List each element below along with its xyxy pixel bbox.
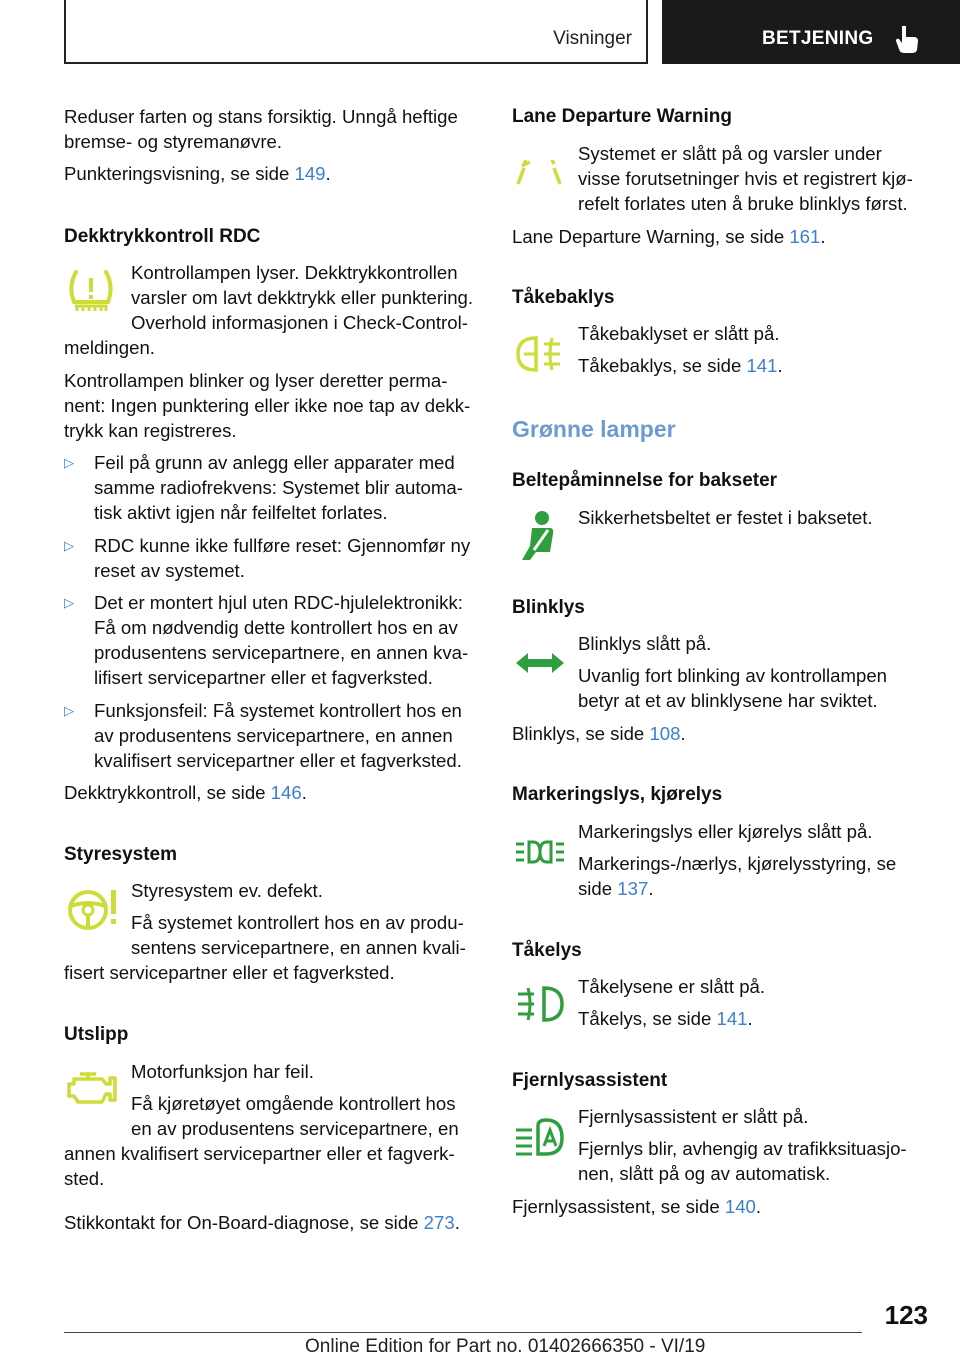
front-fog-reference: Tåkelys, se side 141. — [578, 1008, 753, 1029]
lane-departure-heading: Lane Departure Warning — [512, 106, 732, 127]
turn-signal-text-1: Blinklys slått på. — [578, 633, 712, 654]
rear-fog-reference: Tåkebaklys, se side 141. — [578, 355, 783, 376]
high-beam-assist-text-2: Fjernlys blir, avhengig av trafikksituasjo- — [578, 1138, 907, 1159]
parking-light-text-2: Markerings-/nærlys, kjørelysstyring, se — [578, 853, 897, 874]
emission-text-2: Få kjøretøyet omgående kontrollert hos — [131, 1093, 456, 1114]
obd-reference: Stikkontakt for On-Board-diagnose, se side 273. — [64, 1212, 460, 1233]
puncture-page-link[interactable]: 149 — [294, 163, 326, 184]
rear-fog-text-1: Tåkebaklyset er slått på. — [578, 323, 780, 344]
turn-signal-text-3: betyr at et av blinklysene har sviktet. — [578, 690, 878, 711]
steering-text-1: Styresystem ev. defekt. — [131, 880, 323, 901]
turn-signal-reference: Blinklys, se side 108. — [512, 723, 686, 744]
parking-light-heading: Markeringslys, kjørelys — [512, 784, 723, 805]
obd-page-link[interactable]: 273 — [423, 1212, 455, 1233]
rear-fog-icon — [514, 334, 566, 374]
rdc-text-3: Overhold informasjonen i Check-Control- — [131, 312, 468, 333]
header-section-title: Visninger — [553, 28, 632, 49]
high-beam-assist-heading: Fjernlysassistent — [512, 1070, 668, 1091]
high-beam-assist-icon — [514, 1116, 566, 1158]
hand-pointer-icon — [894, 24, 922, 54]
bullet-triangle-icon: ▷ — [64, 595, 74, 610]
high-beam-assist-text-1: Fjernlysassistent er slått på. — [578, 1106, 809, 1127]
header-chapter-title: BETJENING — [762, 28, 874, 49]
seatbelt-icon — [520, 510, 558, 562]
steering-text-3: sentens servicepartnere, en annen kvali- — [131, 937, 466, 958]
front-fog-icon — [514, 984, 566, 1024]
rdc-blink-1: Kontrollampen blinker og lyser deretter perma- — [64, 370, 448, 391]
tire-pressure-icon — [66, 268, 116, 314]
lane-departure-reference: Lane Departure Warning, se side 161. — [512, 226, 826, 247]
front-fog-page-link[interactable]: 141 — [716, 1008, 748, 1029]
turn-signal-icon — [514, 650, 566, 676]
parking-light-page-link[interactable]: 137 — [617, 878, 649, 899]
parking-light-icon — [514, 838, 566, 866]
rdc-heading: Dekktrykkontroll RDC — [64, 226, 261, 247]
lane-departure-page-link[interactable]: 161 — [789, 226, 821, 247]
seatbelt-text-1: Sikkerhetsbeltet er festet i baksetet. — [578, 507, 873, 528]
rdc-text-2: varsler om lavt dekktrykk eller punktering. — [131, 287, 474, 308]
front-fog-text-1: Tåkelysene er slått på. — [578, 976, 766, 997]
parking-light-text-3: side 137. — [578, 878, 654, 899]
emission-heading: Utslipp — [64, 1024, 129, 1045]
rdc-reference: Dekktrykkontroll, se side 146. — [64, 782, 307, 803]
emission-text-3: en av produsentens servicepartnere, en — [131, 1118, 459, 1139]
emission-text-4: annen kvalifisert servicepartner eller et fagverk- — [64, 1143, 455, 1164]
bullet-triangle-icon: ▷ — [64, 455, 74, 470]
rear-fog-page-link[interactable]: 141 — [746, 355, 778, 376]
puncture-reference: Punkteringsvisning, se side 149. — [64, 163, 331, 184]
page-number: 123 — [884, 1300, 928, 1330]
turn-signal-text-2: Uvanlig fort blinking av kontrollampen — [578, 665, 888, 686]
emission-text-5: sted. — [64, 1168, 105, 1189]
green-lamps-heading: Grønne lamper — [512, 416, 676, 442]
steering-heading: Styresystem — [64, 844, 178, 865]
turn-signal-heading: Blinklys — [512, 597, 585, 618]
intro-line-2: bremse- og styremanøvre. — [64, 131, 283, 152]
footer-divider — [64, 1332, 862, 1333]
bullet-triangle-icon: ▷ — [64, 538, 74, 553]
emission-text-1: Motorfunksjon har feil. — [131, 1061, 314, 1082]
steering-icon — [66, 886, 122, 932]
footer-edition: Online Edition for Part no. 01402666350 - VI/19 — [305, 1336, 706, 1357]
parking-light-text-1: Markeringslys eller kjørelys slått på. — [578, 821, 873, 842]
steering-text-2: Få systemet kontrollert hos en av produ- — [131, 912, 464, 933]
seatbelt-heading: Beltepåminnelse for bakseter — [512, 470, 778, 491]
high-beam-assist-reference: Fjernlysassistent, se side 140. — [512, 1196, 762, 1217]
rdc-text-4: meldingen. — [64, 337, 155, 358]
lane-departure-text-2: visse forutsetninger hvis et registrert kjø- — [578, 168, 913, 189]
rdc-blink-2: nent: Ingen punktering eller ikke noe tap av dekk- — [64, 395, 471, 416]
lane-departure-text-3: refelt forlates uten å bruke blinklys først. — [578, 193, 908, 214]
bullet-triangle-icon: ▷ — [64, 703, 74, 718]
lane-departure-text-1: Systemet er slått på og varsler under — [578, 143, 882, 164]
rdc-text-1: Kontrollampen lyser. Dekktrykkontrollen — [131, 262, 458, 283]
steering-text-4: fisert servicepartner eller et fagverksted. — [64, 962, 395, 983]
turn-signal-page-link[interactable]: 108 — [649, 723, 681, 744]
rdc-page-link[interactable]: 146 — [270, 782, 302, 803]
front-fog-heading: Tåkelys — [512, 940, 582, 961]
high-beam-assist-page-link[interactable]: 140 — [724, 1196, 756, 1217]
rear-fog-heading: Tåkebaklys — [512, 287, 615, 308]
high-beam-assist-text-3: nen, slått på og av automatisk. — [578, 1163, 831, 1184]
intro-line-1: Reduser farten og stans forsiktig. Unngå heftige — [64, 106, 458, 127]
engine-icon — [66, 1068, 118, 1108]
lane-departure-icon — [514, 160, 564, 188]
rdc-blink-3: trykk kan registreres. — [64, 420, 237, 441]
